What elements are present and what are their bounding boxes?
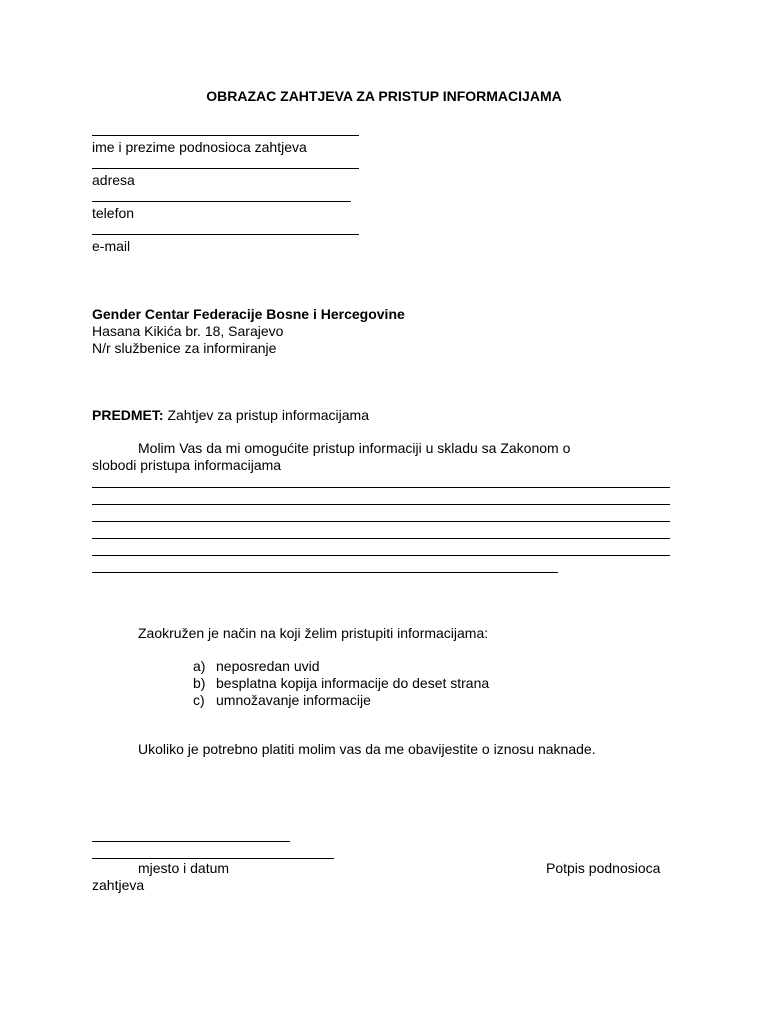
- subject-label: PREDMET:: [92, 407, 164, 423]
- form-title: OBRAZAC ZAHTJEVA ZA PRISTUP INFORMACIJAMA: [206, 88, 562, 104]
- option-text: besplatna kopija informacije do deset strana: [216, 675, 490, 691]
- subject-text: Zahtjev za pristup informacijama: [167, 407, 369, 423]
- email-fill-line[interactable]: [92, 234, 359, 235]
- subject-line: [92, 407, 369, 424]
- address-fill-line[interactable]: [92, 168, 359, 169]
- request-fill-line[interactable]: [92, 504, 670, 505]
- option-marker: a): [193, 658, 206, 674]
- request-fill-line[interactable]: [92, 487, 670, 488]
- signature-label: Potpis podnosioca: [546, 860, 661, 876]
- recipient-attention: N/r službenice za informiranje: [92, 340, 277, 356]
- access-option-a[interactable]: [193, 658, 320, 675]
- access-option-c[interactable]: [193, 692, 371, 709]
- recipient-name: Gender Centar Federacije Bosne i Hercegovine: [92, 306, 405, 322]
- phone-fill-line[interactable]: [92, 201, 351, 202]
- request-fill-line[interactable]: [92, 538, 670, 539]
- request-text-line1: Molim Vas da mi omogućite pristup informaciji u skladu sa Zakonom o: [138, 440, 571, 456]
- place-date-label: mjesto i datum: [138, 860, 230, 876]
- request-fill-line[interactable]: [92, 572, 558, 573]
- payment-note: Ukoliko je potrebno platiti molim vas da me obavijestite o iznosu naknade.: [138, 741, 596, 757]
- signature-label-continued: zahtjeva: [92, 877, 145, 893]
- option-text: umnožavanje informacije: [216, 692, 371, 708]
- request-fill-line[interactable]: [92, 555, 670, 556]
- request-text-line2: slobodi pristupa informacijama: [92, 457, 282, 473]
- access-intro: Zaokružen je način na koji želim pristupiti informacijama:: [138, 625, 489, 641]
- name-fill-line[interactable]: [92, 135, 359, 136]
- name-field-label: ime i prezime podnosioca zahtjeva: [92, 139, 307, 155]
- option-marker: c): [193, 692, 205, 708]
- option-text: neposredan uvid: [216, 658, 320, 674]
- place-fill-line[interactable]: [92, 841, 290, 842]
- email-field-label: e-mail: [92, 238, 131, 254]
- address-field-label: adresa: [92, 172, 135, 188]
- phone-field-label: telefon: [92, 205, 135, 221]
- option-marker: b): [193, 675, 206, 691]
- access-option-b[interactable]: [193, 675, 489, 692]
- date-fill-line[interactable]: [92, 858, 334, 859]
- recipient-address: Hasana Kikića br. 18, Sarajevo: [92, 323, 284, 339]
- request-fill-line[interactable]: [92, 521, 670, 522]
